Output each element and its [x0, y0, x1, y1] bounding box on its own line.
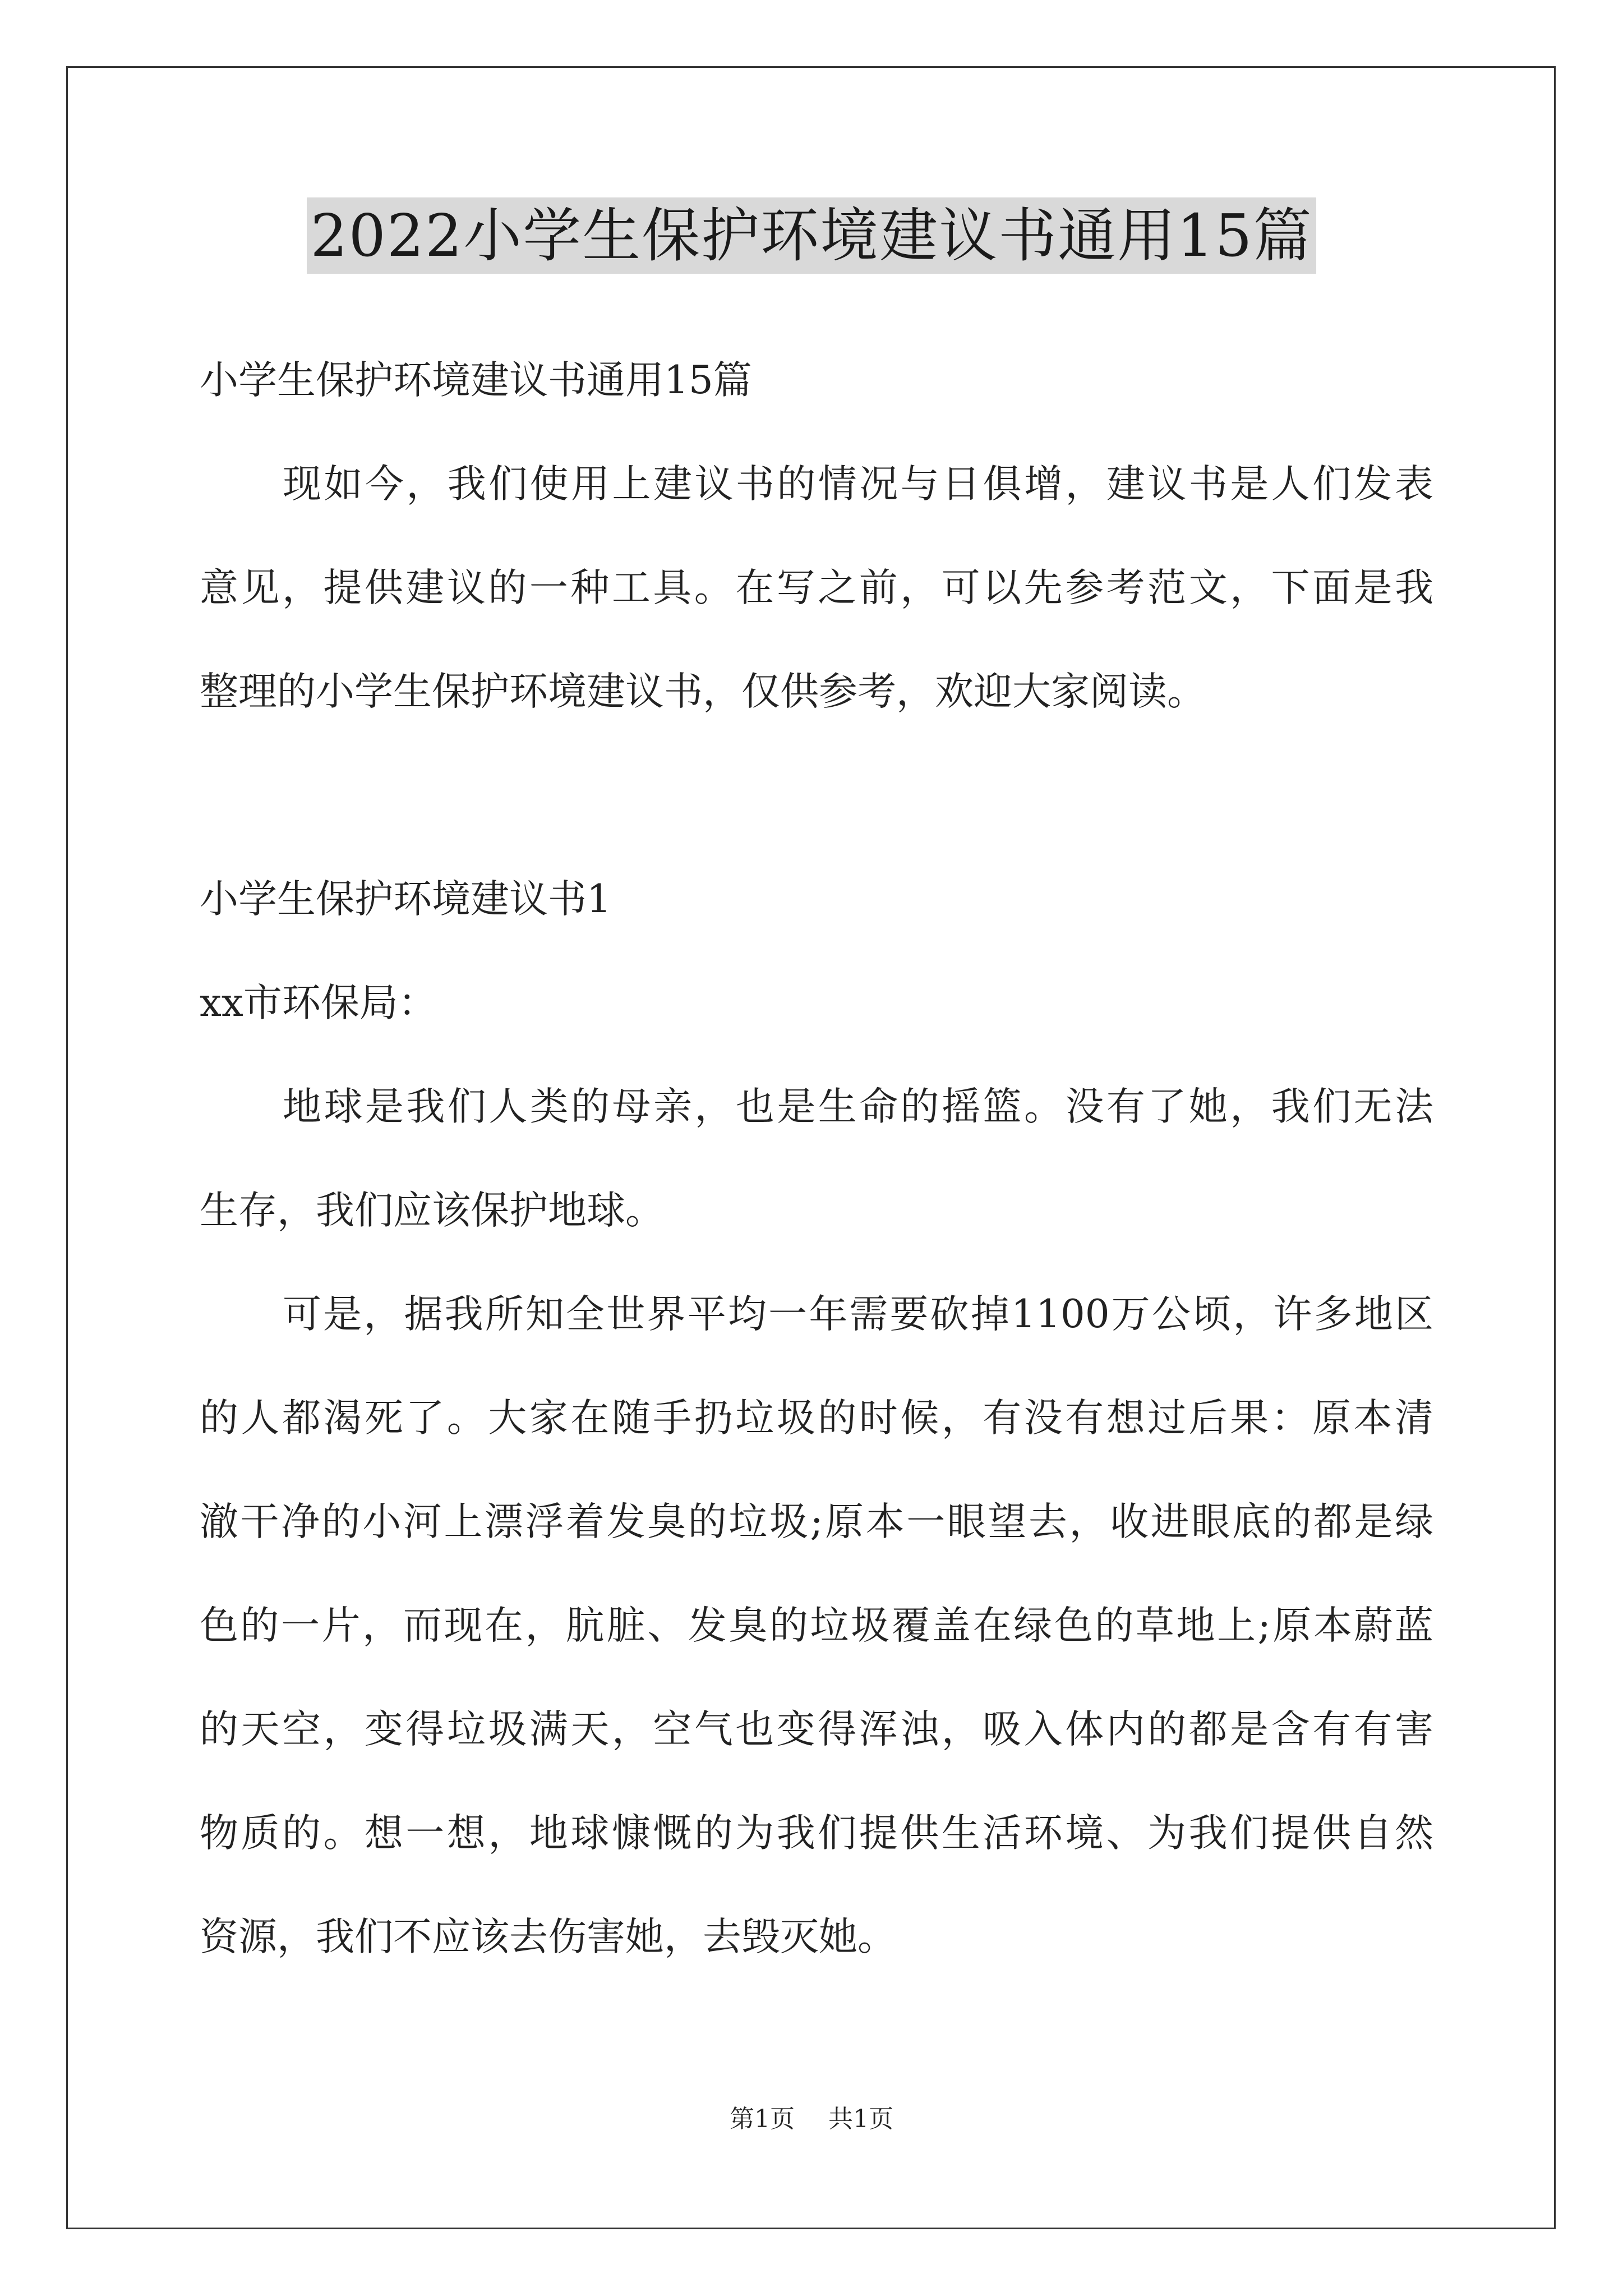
body-line-5: 澈干净的小河上漂浮着发臭的垃圾;原本一眼望去，收进眼底的都是绿: [200, 1499, 1433, 1544]
intro-line-1: 现如今，我们使用上建议书的情况与日俱增，建议书是人们发表: [283, 462, 1433, 507]
intro-line-2: 意见，提供建议的一种工具。在写之前，可以先参考范文，下面是我: [200, 565, 1433, 610]
body-line-7: 的天空，变得垃圾满天，空气也变得浑浊，吸入体内的都是含有有害: [200, 1707, 1433, 1752]
body-line-2: 生存，我们应该保护地球。: [200, 1188, 664, 1233]
section-heading: 小学生保护环境建议书1: [200, 877, 611, 922]
body-line-8: 物质的。想一想，地球慷慨的为我们提供生活环境、为我们提供自然: [200, 1811, 1433, 1856]
document-title: 2022小学生保护环境建议书通用15篇: [307, 197, 1316, 274]
body-line-4: 的人都渴死了。大家在随手扔垃圾的时候，有没有想过后果：原本清: [200, 1396, 1433, 1441]
page-footer: [0, 2102, 1623, 2136]
body-line-9: 资源，我们不应该去伤害她，去毁灭她。: [200, 1915, 896, 1959]
subtitle-line: 小学生保护环境建议书通用15篇: [200, 358, 752, 403]
intro-line-3: 整理的小学生保护环境建议书，仅供参考，欢迎大家阅读。: [200, 669, 1206, 714]
page-number-current: 第1页: [730, 2105, 795, 2133]
page-number-total: 共1页: [828, 2105, 893, 2133]
salutation-line: xx市环保局：: [200, 981, 437, 1025]
body-line-6: 色的一片，而现在，肮脏、发臭的垃圾覆盖在绿色的草地上;原本蔚蓝: [200, 1603, 1433, 1648]
body-line-1: 地球是我们人类的母亲，也是生命的摇篮。没有了她，我们无法: [283, 1084, 1433, 1129]
body-line-3: 可是，据我所知全世界平均一年需要砍掉1100万公顷，许多地区: [283, 1292, 1433, 1337]
title-container: [0, 197, 1623, 274]
